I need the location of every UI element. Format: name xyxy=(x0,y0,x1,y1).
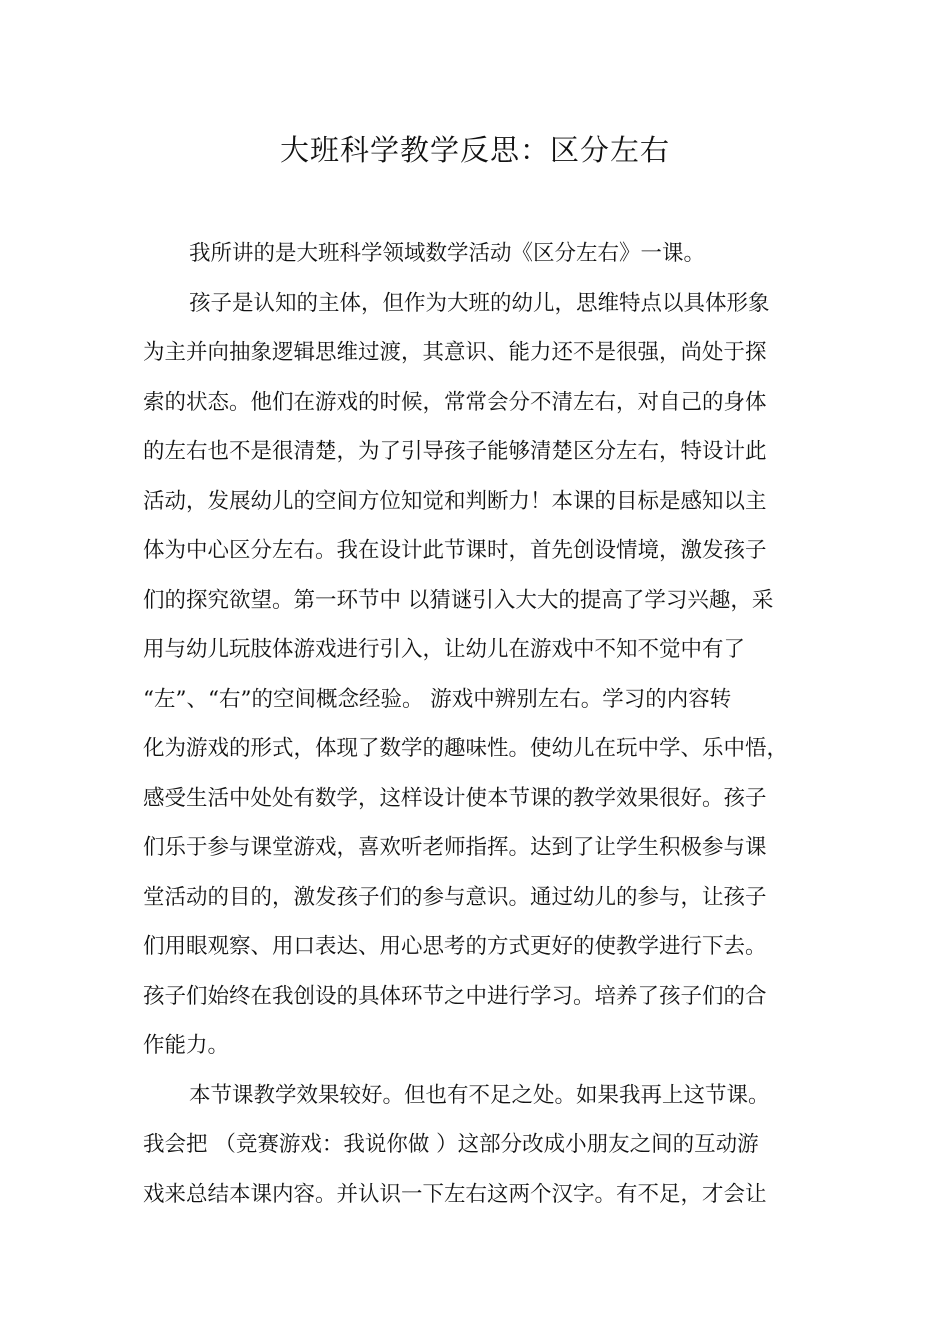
paragraph-line: 的左右也不是很清楚，为了引导孩子能够清楚区分左右，特设计此 xyxy=(143,439,767,464)
paragraph-line: 作能力。 xyxy=(143,1033,230,1058)
paragraph-line: 我所讲的是大班科学领域数学活动《区分左右》一课。 xyxy=(189,241,706,266)
paragraph-line: 索的状态。他们在游戏的时候，常常会分不清左右，对自己的身体 xyxy=(143,389,767,415)
paragraph-line: 体为中心区分左右。我在设计此节课时，首先创设情境，激发孩子 xyxy=(143,538,767,563)
paragraph-line: 感受生活中处处有数学，这样设计使本节课的教学效果很好。孩子 xyxy=(143,785,767,811)
paragraph-line: 们乐于参与课堂游戏，喜欢听老师指挥。达到了让学生积极参与课 xyxy=(143,835,767,860)
paragraph-line: 活动，发展幼儿的空间方位知觉和判断力！本课的目标是感知以主 xyxy=(143,488,767,514)
paragraph-line: 为主并向抽象逻辑思维过渡，其意识、能力还不是很强，尚处于探 xyxy=(143,340,767,365)
document-title: 大班科学教学反思：区分左右 xyxy=(279,133,670,167)
paragraph-line: 孩子是认知的主体，但作为大班的幼儿，思维特点以具体形象 xyxy=(189,290,770,316)
paragraph-line: 用与幼儿玩肢体游戏进行引入，让幼儿在游戏中不知不觉中有了 xyxy=(143,637,746,662)
paragraph-line: 们的探究欲望。第一环节中 以猜谜引入大大的提高了学习兴趣，采 xyxy=(143,587,774,613)
paragraph-line: 化为游戏的形式，体现了数学的趣味性。使幼儿在玩中学、乐中悟， xyxy=(143,736,789,761)
paragraph-line: 戏来总结本课内容。并认识一下左右这两个汉字。有不足，才会让 xyxy=(143,1181,767,1207)
paragraph-line: 本节课教学效果较好。但也有不足之处。如果我再上这节课。 xyxy=(189,1082,770,1108)
paragraph-line: “左”、“右”的空间概念经验。 游戏中辨别左右。学习的内容转 xyxy=(143,686,732,712)
paragraph-line: 孩子们始终在我创设的具体环节之中进行学习。培养了孩子们的合 xyxy=(143,983,767,1009)
paragraph-line: 们用眼观察、用口表达、用心思考的方式更好的使教学进行下去。 xyxy=(143,934,767,959)
document-body xyxy=(143,229,813,1219)
paragraph-line: 堂活动的目的，激发孩子们的参与意识。通过幼儿的参与，让孩子 xyxy=(143,884,767,910)
paragraph-line: 我会把 （竞赛游戏：我说你做 ）这部分改成小朋友之间的互动游 xyxy=(143,1132,759,1157)
